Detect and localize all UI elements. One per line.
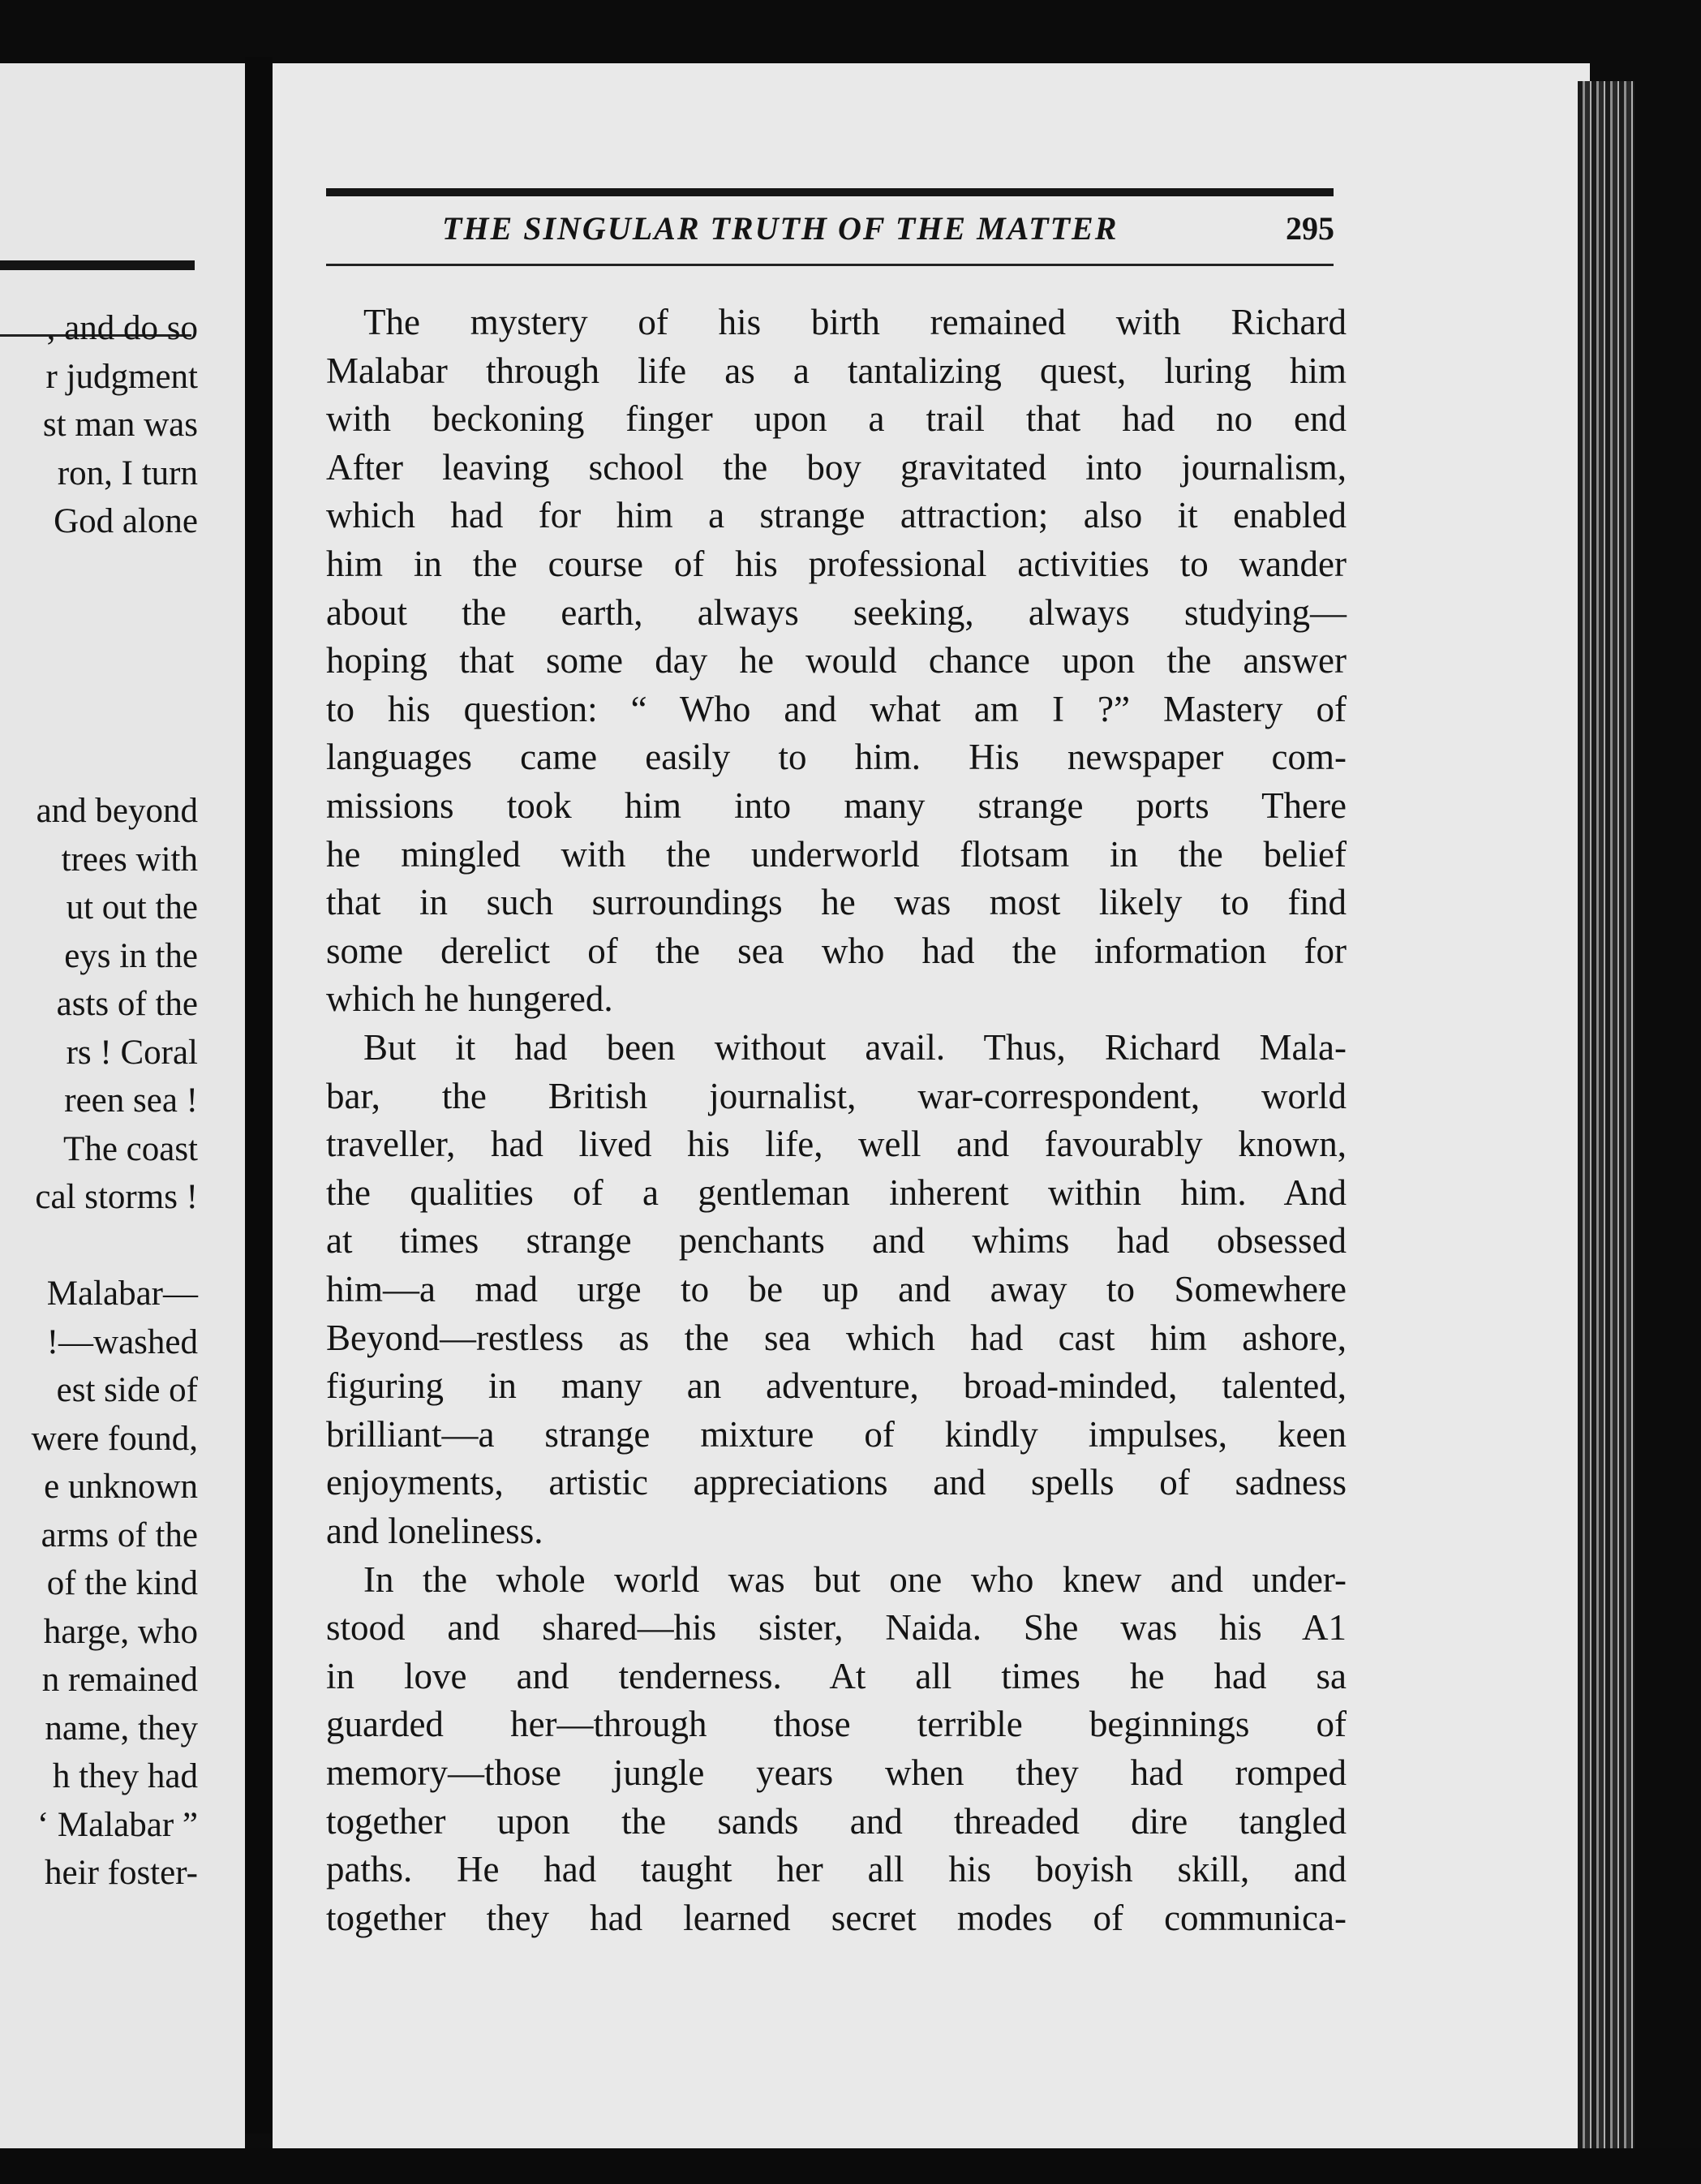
left-text-line: name, they	[45, 1709, 198, 1748]
left-text-line: n remained	[41, 1661, 198, 1699]
left-text-line: r judgment	[45, 357, 198, 396]
body-text-line: Malabar through life as a tantalizing quest, luring him	[326, 350, 1347, 391]
left-text-line: e unknown	[44, 1468, 198, 1506]
body-text-line: and loneliness.	[326, 1511, 543, 1551]
body-text-line: him—a mad urge to be up and away to Somewhere	[326, 1269, 1347, 1309]
body-text-line: traveller, had lived his life, well and favourably known,	[326, 1124, 1347, 1165]
header-thin-rule	[326, 264, 1334, 266]
left-text-line: God alone	[54, 502, 198, 540]
body-text-line: together they had learned secret modes of communica-	[326, 1897, 1347, 1938]
body-text-line: paths. He had taught her all his boyish skill, and	[326, 1849, 1347, 1890]
body-text-line: which had for him a strange attraction; also it enabled	[326, 495, 1347, 536]
body-text-line: The mystery of his birth remained with Richard	[363, 302, 1347, 342]
body-text-line: he mingled with the underworld flotsam in the belief	[326, 833, 1347, 875]
running-head: THE SINGULAR TRUTH OF THE MATTER	[442, 210, 1119, 247]
left-text-line: trees with	[61, 840, 198, 879]
left-text-line: arms of the	[41, 1515, 198, 1554]
body-text-line: to his question: “ Who and what am I ?” Mastery of	[326, 688, 1347, 729]
body-text-line: figuring in many an adventure, broad-minded, talented,	[326, 1365, 1347, 1407]
body-text-line: memory—those jungle years when they had romped	[326, 1752, 1347, 1793]
left-text-line: est side of	[56, 1371, 198, 1409]
left-text-line: of the kind	[46, 1564, 198, 1602]
header-rule	[326, 188, 1334, 196]
body-text-line: Beyond—restless as the sea which had cast him ashore,	[326, 1317, 1347, 1358]
body-text-line: But it had been without avail. Thus, Richard Mala-	[363, 1027, 1347, 1068]
left-text-line: ut out the	[66, 888, 198, 926]
body-text-line: the qualities of a gentleman inherent within him. And	[326, 1172, 1347, 1213]
page-edges	[1578, 81, 1634, 2158]
page-number: 295	[1286, 210, 1334, 247]
body-text-line: languages came easily to him. His newspaper com-	[326, 737, 1347, 778]
left-header-rule	[0, 260, 195, 270]
body-text-line: stood and shared—his sister, Naida. She was his A1	[326, 1607, 1347, 1649]
left-text-line: heir foster-	[45, 1854, 198, 1892]
left-text-line: harge, who	[43, 1612, 198, 1651]
body-text-line: him in the course of his professional activities to wander	[326, 544, 1347, 584]
left-text-line: eys in the	[64, 936, 198, 975]
left-text-line: were found,	[31, 1419, 198, 1458]
left-text-line: Malabar—	[46, 1275, 198, 1313]
left-text-line: asts of the	[56, 985, 198, 1023]
body-text-line: in love and tenderness. At all times he had sa	[326, 1655, 1347, 1696]
left-text-line: ron, I turn	[57, 454, 198, 492]
body-text-line: missions took him into many strange ports There	[326, 785, 1347, 826]
book-gutter	[245, 57, 273, 2134]
body-text-line: guarded her—through those terrible beginnings of	[326, 1704, 1347, 1745]
left-text-line: cal storms !	[35, 1178, 198, 1216]
left-text-line: h they had	[52, 1757, 198, 1795]
left-page	[0, 63, 245, 2148]
scan-border	[0, 2148, 1701, 2184]
body-text-line: enjoyments, artistic appreciations and spells of sadness	[326, 1462, 1347, 1503]
left-text-line: and beyond	[36, 792, 198, 830]
body-text-line: about the earth, always seeking, always studying—	[326, 591, 1347, 633]
body-text-line: which he hungered.	[326, 978, 613, 1020]
left-text-line: !—washed	[46, 1322, 198, 1361]
left-text-line: rs ! Coral	[66, 1033, 198, 1072]
body-text-line: some derelict of the sea who had the information for	[326, 930, 1347, 971]
body-text-line: together upon the sands and threaded dire tangled	[326, 1800, 1347, 1842]
body-text-line: that in such surroundings he was most likely to find	[326, 882, 1347, 923]
left-text-line: reen sea !	[64, 1081, 198, 1120]
body-text-line: hoping that some day he would chance upon the answer	[326, 640, 1347, 681]
left-text-line: ‘ Malabar ”	[37, 1805, 198, 1844]
left-text-line: , and do so	[46, 309, 198, 347]
body-text-line: After leaving school the boy gravitated into journalism,	[326, 446, 1347, 488]
left-text-line: st man was	[42, 406, 198, 444]
body-text-line: with beckoning finger upon a trail that had no end	[326, 398, 1347, 440]
body-text-line: at times strange penchants and whims had obsessed	[326, 1220, 1347, 1262]
body-text-line: bar, the British journalist, war-correspondent, world	[326, 1075, 1347, 1116]
body-text-line: In the whole world was but one who knew and under-	[363, 1558, 1347, 1600]
body-text-line: brilliant—a strange mixture of kindly impulses, keen	[326, 1413, 1347, 1455]
left-text-line: The coast	[63, 1129, 198, 1168]
